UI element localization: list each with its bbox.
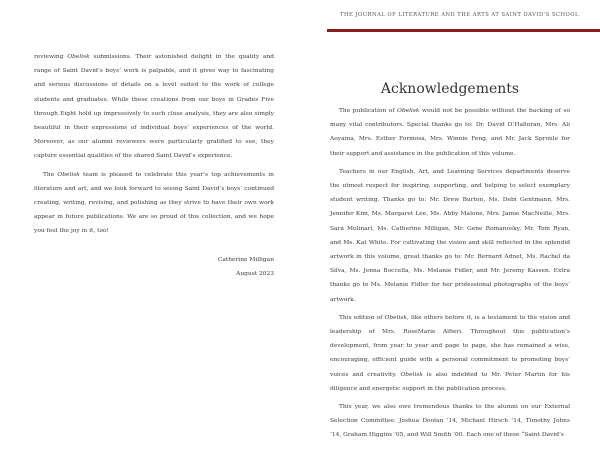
header-rule xyxy=(327,29,600,32)
right-page-text xyxy=(330,104,570,443)
right-paragraph-4: This year, we also owe tremendous thanks to the alumni on our External Selection Committee: Joshua Doolan ’14, Michael Hirsch ’14, Timothy Johns ’14, Graham Higgins ’05, and Will Smith ’00. Each one of these “Saint David’s xyxy=(330,404,570,439)
publication-name: Obelisk xyxy=(397,108,420,114)
left-page-text xyxy=(34,50,274,281)
publication-name: Obelisk xyxy=(67,54,90,60)
right-paragraph-3: This edition of Obelisk, like others before it, is a testament to the vision and leadership of Mrs. RoseMarie Alfieri. Throughout this publication’s development, from year to year and page to page, she has remained a wise, encouraging, efficient guide with a personal commitment to promoting boys’ voices and creativity. Obelisk is also indebted to Mr. Peter Martin for his diligence and energetic support in the publication process. xyxy=(330,314,570,392)
right-paragraph-1: The publication of Obelisk would not be possible without the backing of so many vital contributors. Special thanks go to: Dr. David O’Halloran, Mrs. Ali Aoyama, Mrs. Esther Formosa, Mrs. Winnie Feng, and Mr. Jack Sproule for their support and assistance in the publication of this volume. xyxy=(330,108,570,157)
page-title: Acknowledgements xyxy=(380,81,520,98)
publication-name: Obelisk xyxy=(384,314,407,321)
signoff-name: Catherine Milligan xyxy=(217,256,274,263)
publication-name: Obelisk xyxy=(57,171,80,178)
running-head: THE JOURNAL OF LITERATURE AND THE ARTS AT SAINT DAVID’S SCHOOL xyxy=(340,12,579,18)
publication-name: Obelisk xyxy=(400,371,423,378)
signoff-date: August 2023 xyxy=(236,270,274,277)
left-paragraph-2: The Obelisk team is pleased to celebrate this year’s top achievements in literature and art, and we look forward to seeing Saint David’s boys’ continued creating, writing, revising, and polishing as they strive to have their own work appear in future publications. We are so proud of this collection, and we hope you feel the joy in it, too! xyxy=(34,171,274,235)
right-paragraph-2: Teachers in our English, Art, and Learning Services departments deserve the utmost respect for inspiring, supporting, and helping to select exemplary student writing. Thanks go to: Mr. Drew Burton, Ms. Debi Gentmann, Mrs. Jennifer Kim, Ms. Margaret Lee, Ms. Abby Malone, Mrs. Jamie MacNeille, Mrs. Sara Molinari, Ms. Catherine Milligan, Mr. Gene Romanosky, Mr. Tom Ryan, and Ms. Kat White. For cultivating the vision and skill reflected in the splendid artwork in this volume, great thanks go to: Mr. Bernard Adnet, Ms. Rachel da Silva, Ms. Jenna Boccella, Ms. Melanie Fidler, and Mr. Jeremy Kassen. Extra thanks go to Ms. Melanie Fidler for her professional photographs of the boys’ artwork. xyxy=(330,168,570,303)
left-paragraph-1: reviewing Obelisk submissions. Their astonished delight in the quality and range of Saint David’s boys’ work is palpable, and it gives way to fascinating and serious discussions of details on a level suited to the work of college students and graduates. While these creations from our boys in Grades Five through Eight hold up impressively to such close analysis, they are also simply beautiful in their expressions of individual boys’ experiences of the world. Moreover, as our alumni reviewers were particularly gratified to see, they capture essential qualities of the shared Saint David’s experience. xyxy=(34,54,274,160)
